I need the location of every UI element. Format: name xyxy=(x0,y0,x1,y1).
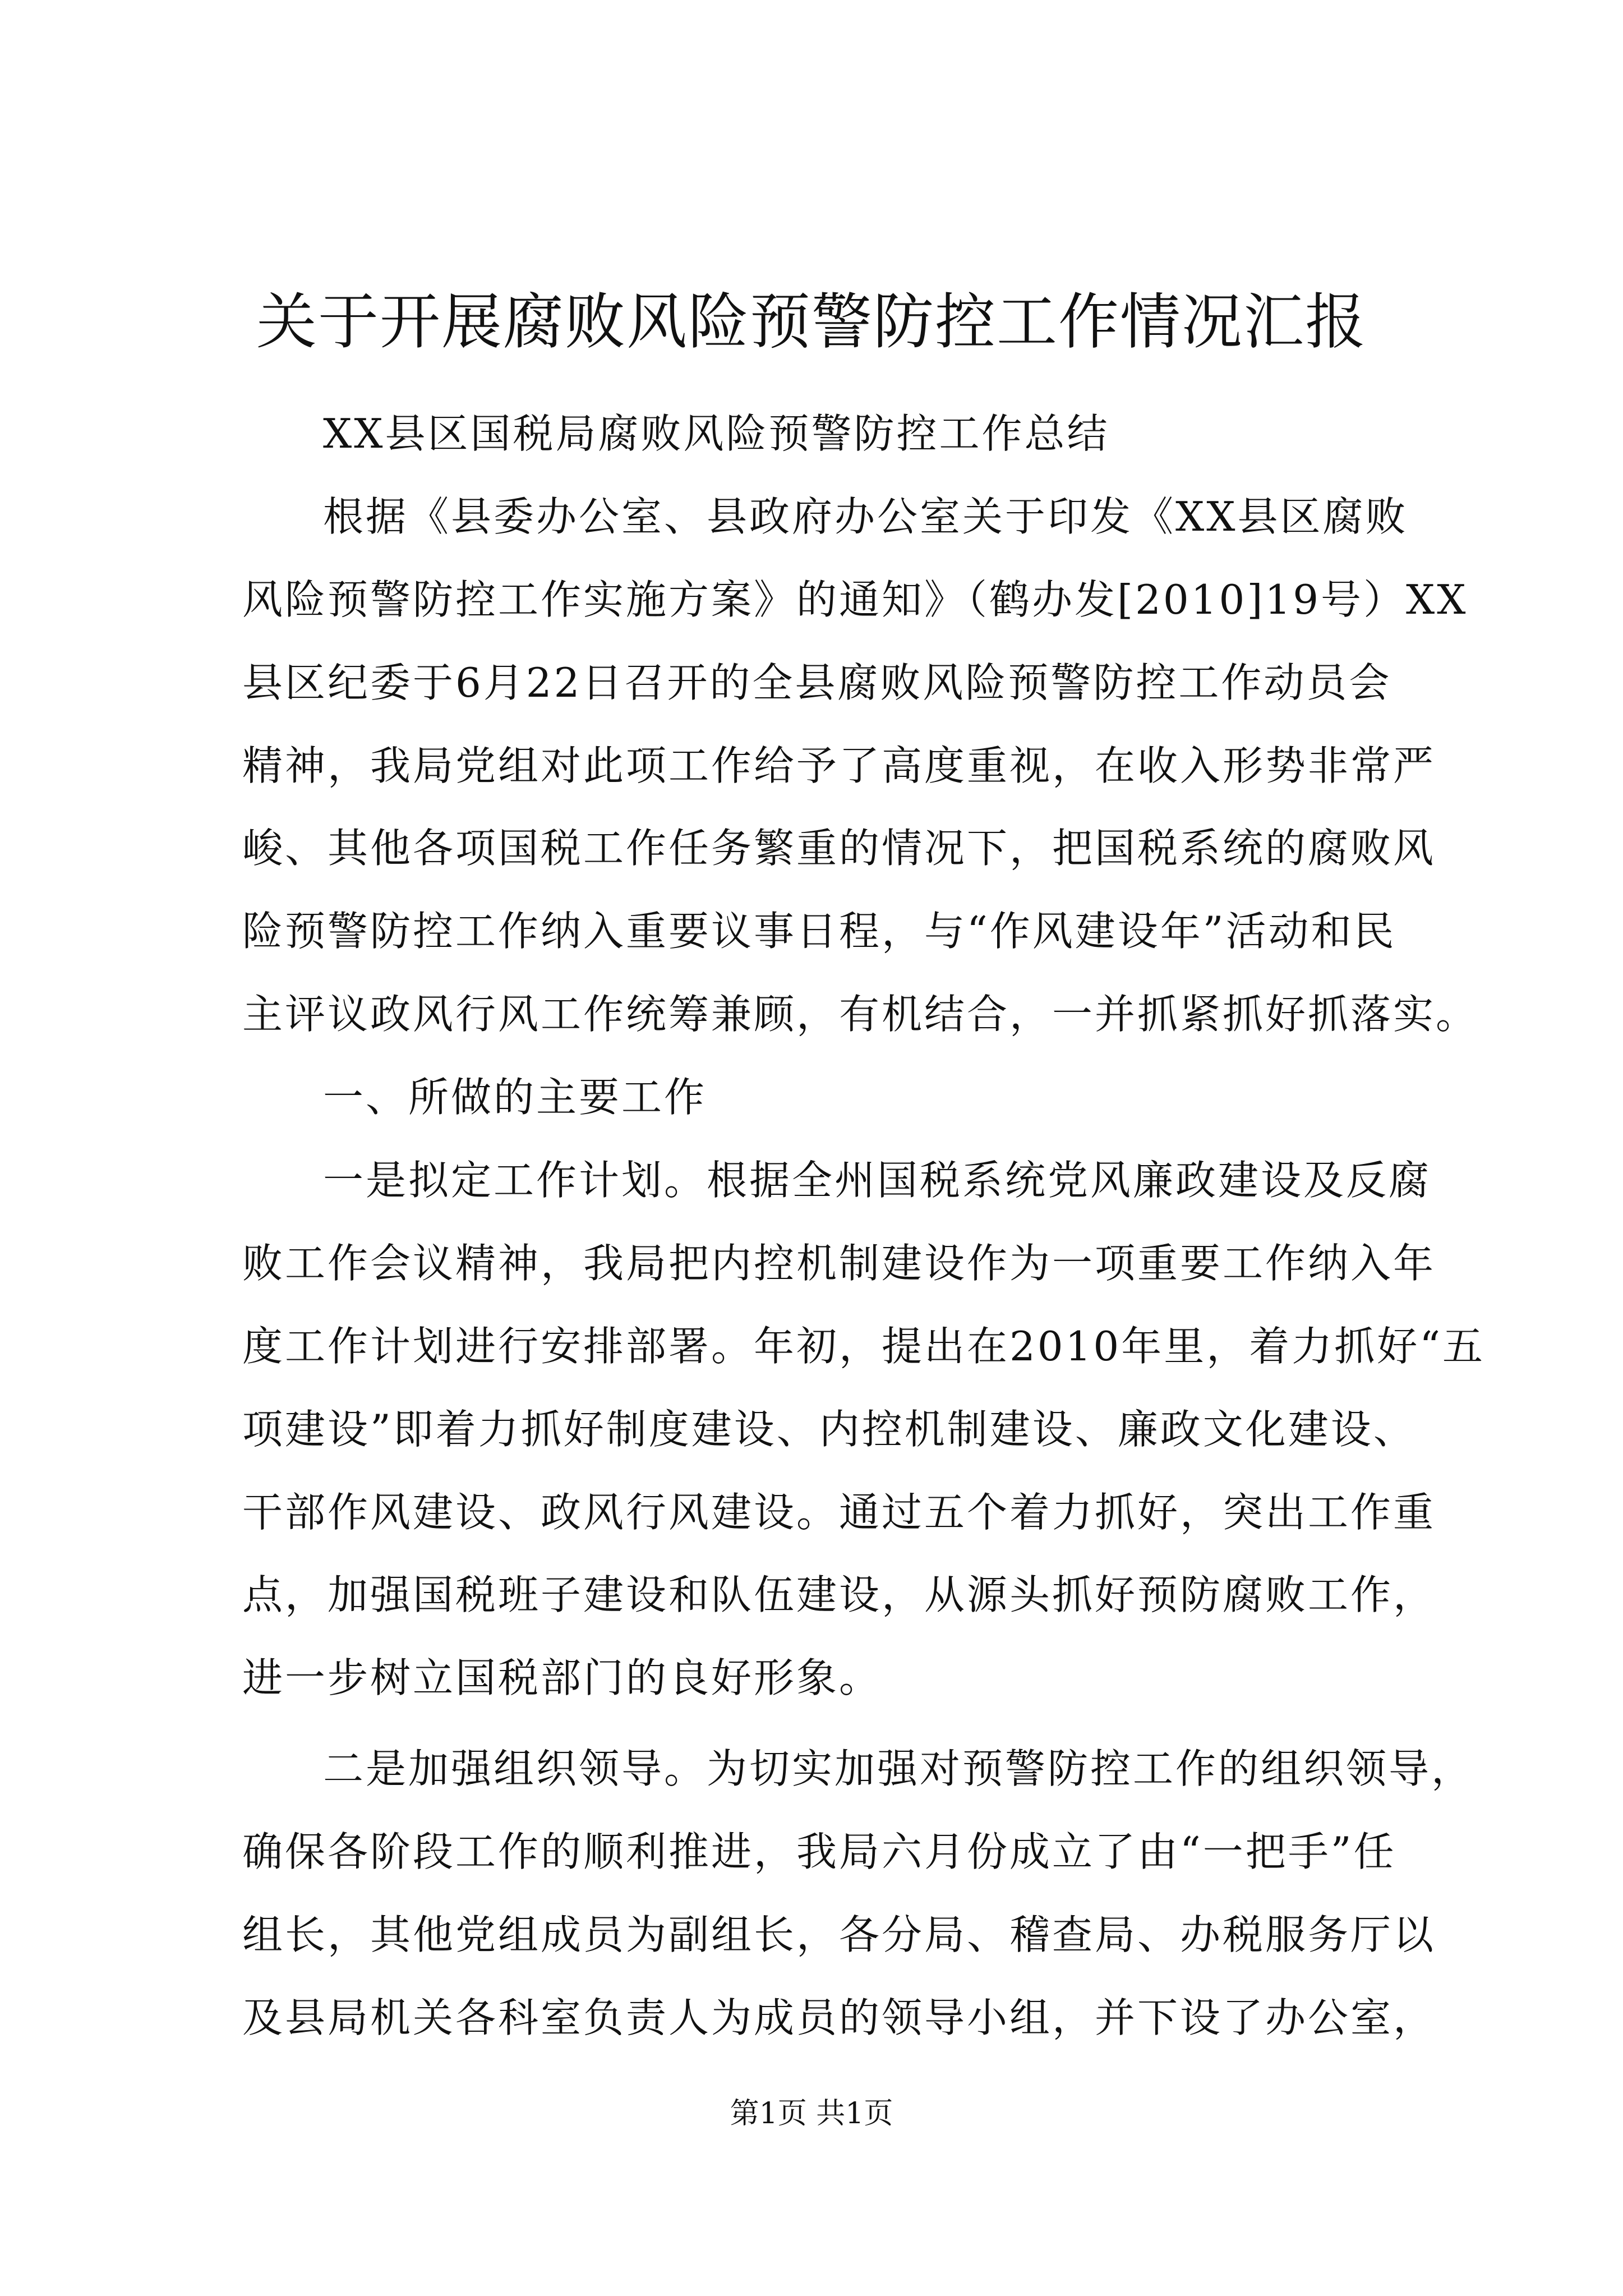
document-subtitle: XX县区国税局腐败风险预警防控工作总结 xyxy=(323,410,1110,457)
paragraph-line: 败工作会议精神，我局把内控机制建设作为一项重要工作纳入年 xyxy=(242,1239,1436,1287)
paragraph-line: 主评议政风行风工作统筹兼顾，有机结合，一并抓紧抓好抓落实。 xyxy=(242,991,1479,1038)
paragraph-line: 及县局机关各科室负责人为成员的领导小组，并下设了办公室， xyxy=(242,1994,1436,2041)
page-footer: 第1页 共1页 xyxy=(730,2097,893,2131)
paragraph-line: 进一步树立国税部门的良好形象。 xyxy=(242,1654,882,1702)
paragraph-line: 干部作风建设、政风行风建设。通过五个着力抓好，突出工作重 xyxy=(242,1488,1436,1536)
paragraph-line: 县区纪委于6月22日召开的全县腐败风险预警防控工作动员会 xyxy=(242,659,1392,706)
paragraph-line: 二是加强组织领导。为切实加强对预警防控工作的组织领导， xyxy=(323,1745,1474,1793)
paragraph-line: 组长，其他党组成员为副组长，各分局、稽查局、办税服务厅以 xyxy=(242,1911,1436,1959)
paragraph-line: 精神，我局党组对此项工作给予了高度重视，在收入形势非常严 xyxy=(242,742,1436,789)
paragraph-line: 风险预警防控工作实施方案》的通知》（鹤办发[2010]19号）XX xyxy=(242,576,1468,623)
paragraph-line: 根据《县委办公室、县政府办公室关于印发《XX县区腐败 xyxy=(323,493,1408,540)
paragraph-line: 险预警防控工作纳入重要议事日程，与“作风建设年”活动和民 xyxy=(242,908,1396,955)
section-heading: 一、所做的主要工作 xyxy=(323,1074,707,1121)
document-body xyxy=(242,393,1486,2060)
paragraph-line: 点，加强国税班子建设和队伍建设，从源头抓好预防腐败工作， xyxy=(242,1571,1436,1619)
paragraph-line: 度工作计划进行安排部署。年初，提出在2010年里，着力抓好“五 xyxy=(242,1322,1486,1370)
paragraph-line: 项建设”即着力抓好制度建设、内控机制建设、廉政文化建设、 xyxy=(242,1405,1416,1453)
paragraph-line: 峻、其他各项国税工作任务繁重的情况下，把国税系统的腐败风 xyxy=(242,825,1436,872)
paragraph-line: 一是拟定工作计划。根据全州国税系统党风廉政建设及反腐 xyxy=(323,1157,1432,1204)
paragraph-line: 确保各阶段工作的顺利推进，我局六月份成立了由“一把手”任 xyxy=(242,1828,1396,1876)
document-title: 关于开展腐败风险预警防控工作情况汇报 xyxy=(256,287,1367,357)
